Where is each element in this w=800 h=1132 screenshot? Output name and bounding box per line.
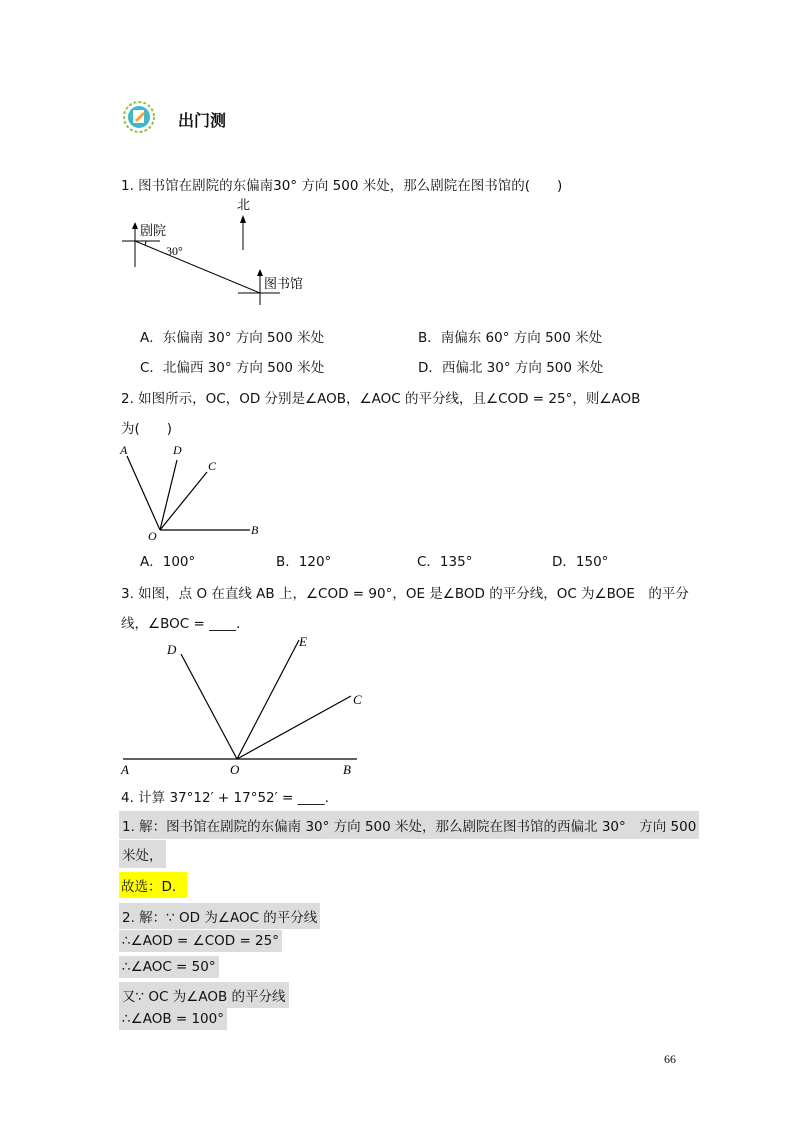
q2-label-d: D <box>173 443 182 457</box>
q2-option-b[interactable]: B．120° <box>276 554 332 570</box>
q3-label-c: C <box>353 692 362 707</box>
q1-angle-label: 30° <box>166 244 183 258</box>
question-4-text: 4. 计算 37°12′ + 17°52′ = ____. <box>121 790 329 806</box>
answer-1-line-1: 1. 解：图书馆在剧院的东偏南 30° 方向 500 米处，那么剧院在图书馆的西偏北 30° 方向 500 <box>119 811 699 839</box>
q3-label-o: O <box>230 762 240 777</box>
answer-2-line-3: ∴∠AOC = 50° <box>119 956 219 978</box>
question-2-line-1: 2. 如图所示，OC，OD 分别是∠AOB，∠AOC 的平分线，且∠COD = 25°，则∠AOB <box>121 391 641 407</box>
q2-option-c[interactable]: C．135° <box>417 554 473 570</box>
section-icon <box>122 100 156 134</box>
q1-option-d[interactable]: D．西偏北 30° 方向 500 米处 <box>418 360 604 376</box>
q2-label-a: A <box>120 443 128 457</box>
answer-2-line-4: 又∵ OC 为∠AOB 的平分线 <box>119 982 289 1008</box>
q1-option-c[interactable]: C．北偏西 30° 方向 500 米处 <box>140 360 325 376</box>
q3-label-b: B <box>343 762 351 777</box>
page-number: 66 <box>664 1052 676 1066</box>
q3-label-e: E <box>299 634 307 649</box>
question-3-figure <box>115 632 375 780</box>
question-2-line-2: 为( ) <box>121 421 173 437</box>
answer-1-choice: 故选：D． <box>119 872 187 898</box>
q1-north-label: 北 <box>237 197 251 212</box>
q1-option-a[interactable]: A．东偏南 30° 方向 500 米处 <box>140 330 325 346</box>
answer-2-line-2: ∴∠AOD = ∠COD = 25° <box>119 930 282 952</box>
question-1-text: 1. 图书馆在剧院的东偏南30° 方向 500 米处，那么剧院在图书馆的( ) <box>121 178 563 194</box>
q3-label-d: D <box>167 642 177 657</box>
q1-library-label: 图书馆 <box>264 276 304 291</box>
question-3-line-2: 线，∠BOC = ____. <box>121 616 241 632</box>
q2-option-a[interactable]: A．100° <box>140 554 196 570</box>
answer-2-line-1: 2. 解：∵ OD 为∠AOC 的平分线 <box>119 903 320 929</box>
question-1-figure <box>120 195 320 305</box>
q3-label-a: A <box>121 762 129 777</box>
answer-1-line-2: 米处， <box>119 840 166 868</box>
question-2-figure <box>115 438 275 548</box>
q2-label-o: O <box>148 529 157 543</box>
q2-label-b: B <box>251 523 259 537</box>
question-3-line-1: 3. 如图，点 O 在直线 AB 上，∠COD = 90°，OE 是∠BOD 的平分线，OC 为∠BOE 的平分 <box>121 586 689 602</box>
answer-2-line-5: ∴∠AOB = 100° <box>119 1008 227 1030</box>
q2-label-c: C <box>208 459 217 473</box>
section-title: 出门测 <box>178 111 227 130</box>
q2-option-d[interactable]: D．150° <box>552 554 609 570</box>
q1-theater-label: 剧院 <box>140 223 167 238</box>
q1-option-b[interactable]: B．南偏东 60° 方向 500 米处 <box>418 330 603 346</box>
